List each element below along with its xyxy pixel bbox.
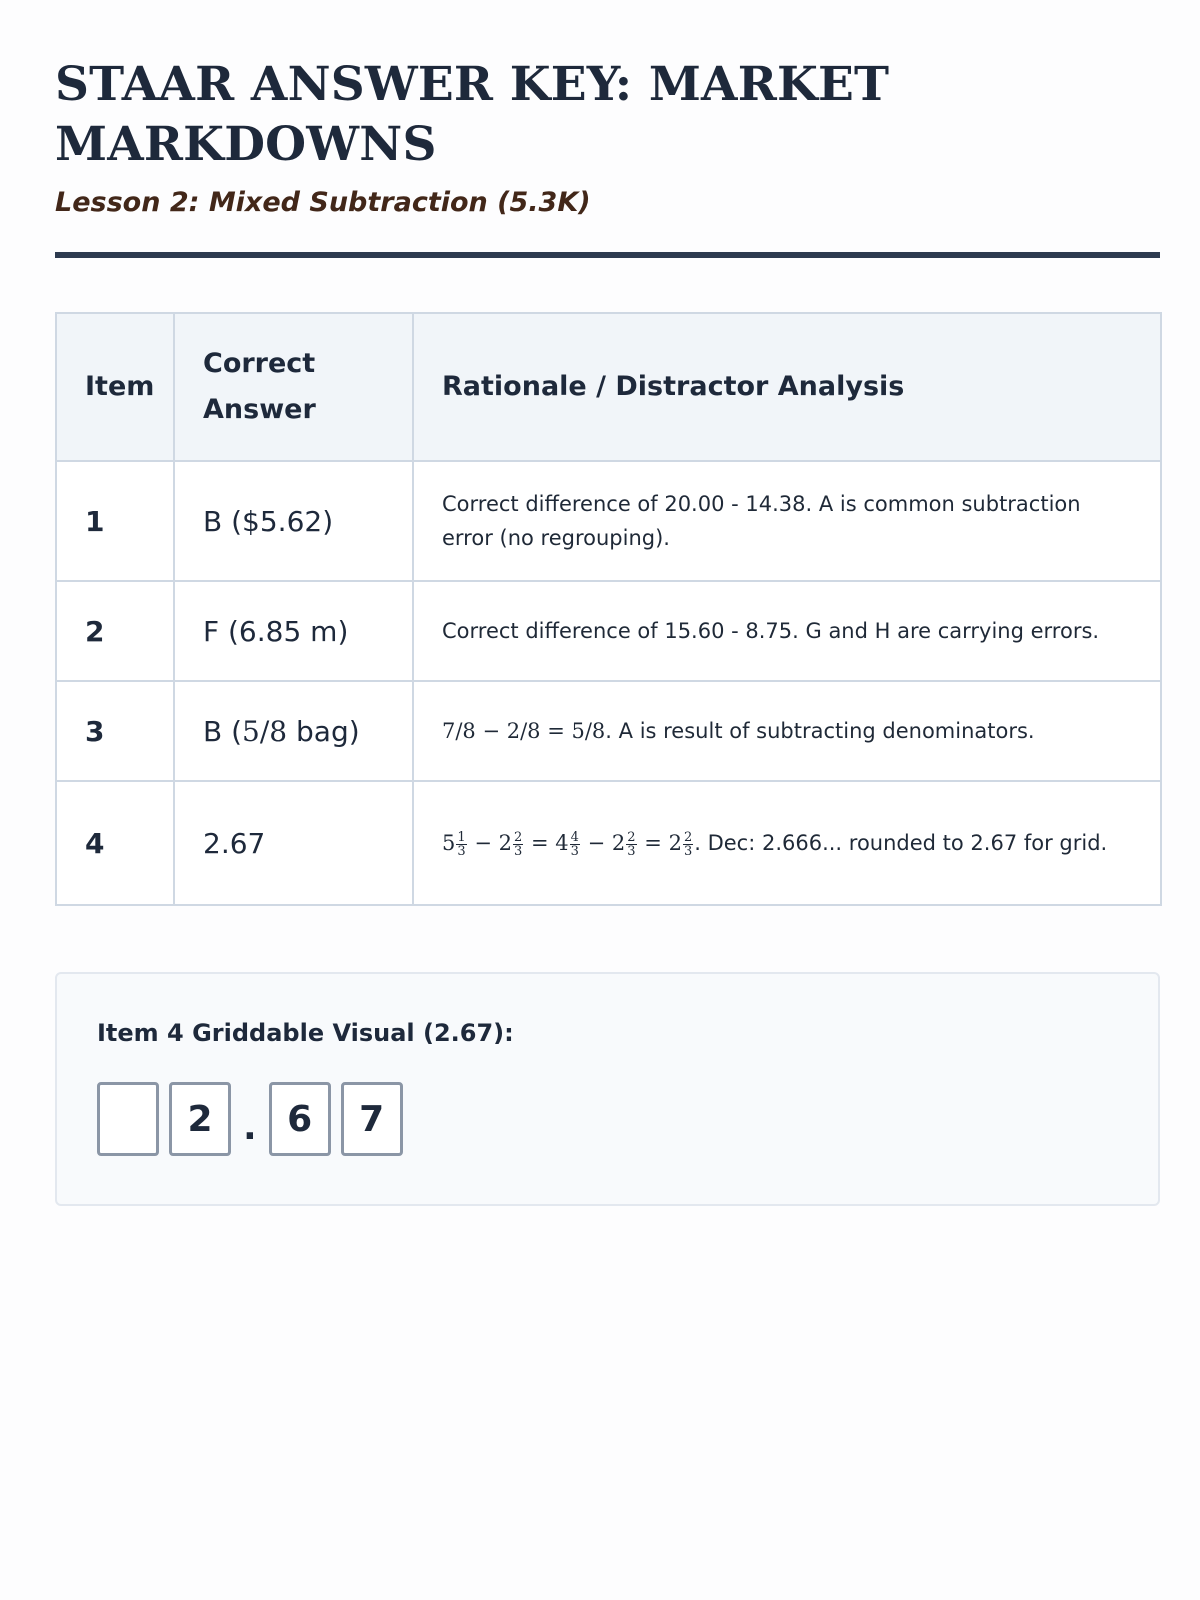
equals-sign: = [644, 831, 662, 855]
column-header-rationale: Rationale / Distractor Analysis [413, 313, 1161, 461]
minus-sign: − [587, 831, 606, 855]
fraction-numerator: 1 [457, 830, 466, 845]
rationale-text [413, 781, 1161, 905]
item-number: 1 [56, 461, 174, 581]
grid-cell: 6 [269, 1082, 331, 1156]
fraction-numerator: 4 [570, 830, 579, 845]
answer-suffix: bag) [287, 714, 360, 748]
page-title: STAAR ANSWER KEY: MARKET MARKDOWNS [55, 57, 890, 172]
rationale-text: Correct difference of 20.00 - 14.38. A is common subtraction error (no regrouping). [413, 461, 1161, 581]
fraction [683, 831, 693, 858]
grid-cell: 2 [169, 1082, 231, 1156]
rationale-text: Correct difference of 15.60 - 8.75. G and H are carrying errors. [413, 581, 1161, 681]
fraction [456, 831, 466, 858]
mixed-number-whole: 2 [668, 831, 682, 855]
mixed-number-whole: 2 [611, 831, 626, 855]
item-number: 4 [56, 781, 174, 905]
rationale-equation: 7/8 − 2/8 = 5/8 [442, 719, 606, 743]
answer-prefix: B ( [203, 714, 243, 748]
grid-cell [97, 1082, 159, 1156]
fraction [513, 831, 523, 858]
correct-answer [174, 681, 413, 781]
correct-answer: B ($5.62) [174, 461, 413, 581]
table-header-row [56, 313, 1161, 461]
correct-answer: F (6.85 m) [174, 581, 413, 681]
fraction-denominator: 3 [570, 844, 579, 859]
rationale-text [413, 681, 1161, 781]
decimal-point: . [243, 1107, 257, 1148]
correct-answer: 2.67 [174, 781, 413, 905]
minus-sign: − [474, 831, 492, 855]
table-row [56, 461, 1161, 581]
mixed-number-whole: 5 [442, 831, 456, 855]
fraction-numerator: 2 [683, 830, 693, 845]
mixed-number-whole: 4 [555, 831, 569, 855]
item-number: 2 [56, 581, 174, 681]
column-header-item: Item [56, 313, 174, 461]
fraction-denominator: 3 [627, 844, 636, 859]
answer-key-table [55, 312, 1162, 906]
mixed-number-whole: 2 [498, 831, 513, 855]
header-divider [55, 252, 1160, 258]
item-number: 3 [56, 681, 174, 781]
fraction [570, 831, 580, 858]
griddable-visual-panel [55, 972, 1160, 1206]
equals-sign: = [530, 831, 549, 855]
fraction-denominator: 3 [683, 844, 693, 859]
grid-cell: 7 [341, 1082, 403, 1156]
rationale-explanation: . A is result of subtracting denominators. [605, 719, 1035, 743]
table-row [56, 781, 1161, 905]
rationale-explanation: . Dec: 2.666... rounded to 2.67 for grid. [694, 831, 1108, 855]
griddable-cells [97, 1082, 1158, 1156]
table-row [56, 581, 1161, 681]
answer-fraction: 5/8 [242, 714, 288, 748]
fraction-denominator: 3 [457, 844, 466, 859]
griddable-visual-title: Item 4 Griddable Visual (2.67): [97, 1019, 514, 1047]
fraction-numerator: 2 [514, 830, 523, 845]
fraction [626, 831, 636, 858]
column-header-correct-answer: Correct Answer [174, 313, 413, 461]
table-row [56, 681, 1161, 781]
fraction-denominator: 3 [514, 844, 523, 859]
fraction-numerator: 2 [627, 830, 636, 845]
rationale-equation [442, 830, 694, 859]
page-subtitle: Lesson 2: Mixed Subtraction (5.3K) [55, 187, 591, 218]
answer-key-page [55, 55, 1160, 1206]
